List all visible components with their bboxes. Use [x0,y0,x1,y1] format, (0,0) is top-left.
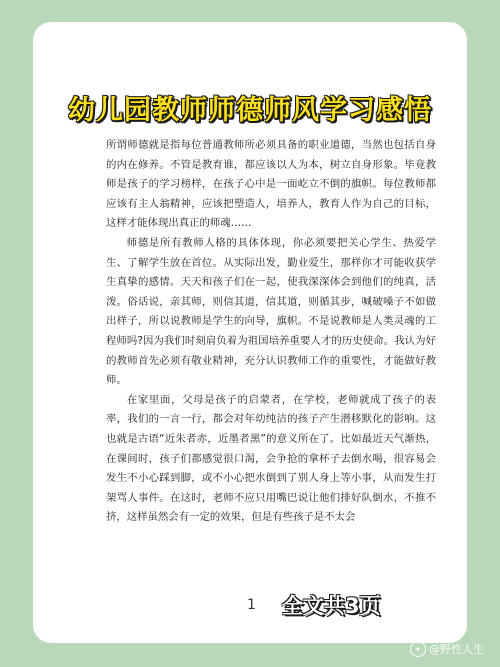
paragraph-2: 师德是所有教师人格的具体体现，你必须要把关心学生、热爱学生、了解学生放在首位。从实际出发，勤业爱生，那样你才可能收获学生真挚的感情。天天和孩子们在一起，使我深深体会到他们的纯真，活泼。俗话说，亲其师，则信其道，信其道，则循其步，喊破嗓子不如做出样子，所以说教师是学生的向导，旗帜。不是说教师是人类灵魂的工程师吗?因为我们时刻肩负着为祖国培养重要人才的历史使命。我认为好的教师首先必须有敬业精神，充分认识教师工作的重要性，才能做好教师。 [106,236,436,387]
paw-icon: ✦ [410,641,426,657]
paragraph-1: 所谓师德就是指每位普通教师所必须具备的职业道德，当然也包括自身的内在修养。不管是教育谁，都应该以人为本，树立自身形象。毕竟教师是孩子的学习榜样，在孩子心中是一面屹立不倒的旗帜。每位教师都应该有主人翁精神，应该把塑造人，培养人，教育人作为自己的目标，这样才能体现出真正的师魂…… [106,139,436,230]
document-body [106,136,436,528]
document-title: 幼儿园教师师德师风学习感悟 [68,95,432,126]
watermark-text: @野性人生 [429,643,484,656]
page-number: 1 [247,597,256,613]
document-card [33,22,467,643]
paragraph-3: 在家里面，父母是孩子的启蒙者，在学校，老师就成了孩子的表率，我们的一言一行，都会对年幼纯洁的孩子产生潜移默化的影响。这也就是古语“近朱者赤，近墨者黑”的意义所在了。比如最近天气渐热，在课间时，孩子们都感觉很口渴，会争抢的拿杯子去倒水喝，很容易会发生不小心踩到脚，或不小心把水倒到了别人身上等小事，从而发生打架骂人事件。在这时，老师不应只用嘴巴说让他们排好队倒水，不推不挤，这样虽然会有一定的效果，但是有些孩子是不太会 [106,393,436,524]
page-total-note: 全文共3页 [282,594,381,618]
watermark [410,641,484,657]
